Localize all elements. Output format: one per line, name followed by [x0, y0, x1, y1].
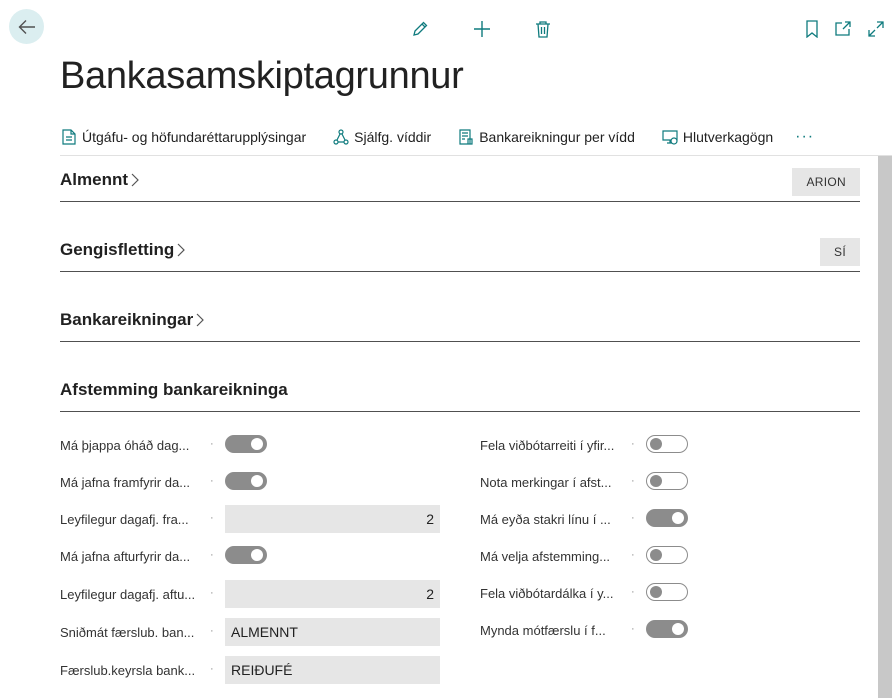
field-dots: · [631, 549, 635, 561]
number-input[interactable]: 2 [225, 505, 440, 533]
dimensions-icon [332, 128, 350, 146]
toggle-knob [251, 438, 263, 450]
field-label: Má jafna afturfyrir da... [60, 549, 191, 564]
section-title: Almennt [60, 170, 128, 189]
toggle-knob [650, 475, 662, 487]
toggle-knob [650, 586, 662, 598]
field-dots: · [210, 587, 214, 599]
section-title: Bankareikningar [60, 310, 194, 329]
action-bar-divider [60, 155, 892, 156]
action-label: Útgáfu- og höfundaréttarupplýsingar [82, 129, 307, 145]
section-title: Afstemming bankareikninga [60, 380, 288, 399]
open-new-window-button[interactable] [832, 18, 854, 40]
action-label: Sjálfg. víddir [354, 129, 432, 145]
chevron-right-icon [131, 173, 139, 187]
section-bank-accounts-header[interactable] [60, 310, 204, 330]
field-label: Færslub.keyrsla bank... [60, 663, 196, 678]
field-dots: · [210, 475, 214, 487]
chevron-right-icon [196, 313, 204, 327]
section-bank-accounts [60, 310, 860, 342]
field-dots: · [631, 438, 635, 450]
scrollbar[interactable] [878, 156, 892, 698]
expand-icon [867, 20, 885, 38]
back-button[interactable] [9, 9, 44, 44]
field-dots: · [631, 586, 635, 598]
field-label: Mynda mótfærslu í f... [480, 623, 606, 638]
text-input[interactable]: REIÐUFÉ [225, 656, 440, 684]
section-exchange-header[interactable] [60, 240, 185, 260]
field-label: Má velja afstemming... [480, 549, 611, 564]
toggle-knob [650, 549, 662, 561]
role-data-icon [661, 128, 679, 146]
toggle-switch[interactable] [225, 546, 267, 564]
bookmark-button[interactable] [801, 18, 823, 40]
toggle-switch[interactable] [225, 472, 267, 490]
field-dots: · [631, 475, 635, 487]
section-reconciliation [60, 380, 860, 412]
toggle-knob [251, 549, 263, 561]
toggle-switch[interactable] [646, 509, 688, 527]
more-options-button[interactable]: ··· [795, 128, 815, 145]
field-label: Fela viðbótardálka í y... [480, 586, 614, 601]
toggle-switch[interactable] [225, 435, 267, 453]
toggle-switch[interactable] [646, 435, 688, 453]
field-label: Má þjappa óháð dag... [60, 438, 190, 453]
toggle-switch[interactable] [646, 546, 688, 564]
field-label: Sniðmát færslub. ban... [60, 625, 195, 640]
field-dots: · [631, 623, 635, 635]
expand-button[interactable] [865, 18, 887, 40]
toggle-knob [650, 438, 662, 450]
bookmark-icon [805, 20, 819, 38]
field-dots: · [631, 512, 635, 524]
toggle-switch[interactable] [646, 583, 688, 601]
number-input[interactable]: 2 [225, 580, 440, 608]
field-label: Leyfilegur dagafj. aftu... [60, 587, 196, 602]
section-title: Gengisfletting [60, 240, 175, 259]
arrow-left-icon [18, 19, 36, 35]
section-reconciliation-header[interactable] [60, 380, 288, 400]
document-info-icon [60, 128, 78, 146]
action-label: Hlutverkagögn [682, 129, 774, 145]
field-label: Má jafna framfyrir da... [60, 475, 191, 490]
toggle-switch[interactable] [646, 472, 688, 490]
section-summary-badge: SÍ [820, 238, 860, 266]
field-dots: · [210, 663, 214, 675]
action-role-data[interactable] [661, 128, 773, 146]
toggle-switch[interactable] [646, 620, 688, 638]
field-label: Má eyða stakri línu í ... [480, 512, 611, 527]
field-label: Leyfilegur dagafj. fra... [60, 512, 189, 527]
field-dots: · [210, 625, 214, 637]
field-label: Nota merkingar í afst... [480, 475, 612, 490]
toggle-knob [251, 475, 263, 487]
action-default-dimensions[interactable] [332, 128, 431, 146]
section-exchange [60, 240, 860, 272]
new-button[interactable] [471, 18, 493, 40]
plus-icon [473, 20, 491, 38]
action-bank-account-per-dimension[interactable] [457, 128, 635, 146]
action-label: Bankareikningur per vídd [479, 129, 635, 145]
pencil-icon [411, 20, 429, 38]
page-title: Bankasamskiptagrunnur [60, 55, 464, 97]
field-dots: · [210, 549, 214, 561]
field-dots: · [210, 438, 214, 450]
section-general-header[interactable] [60, 170, 139, 190]
section-general [60, 170, 860, 202]
section-summary-badge: ARION [792, 168, 860, 196]
toggle-knob [672, 512, 684, 524]
open-in-new-window-icon [834, 20, 852, 38]
action-bar [60, 126, 814, 148]
action-copyright-info[interactable] [60, 128, 306, 146]
bank-account-dimension-icon [457, 128, 475, 146]
chevron-right-icon [177, 243, 185, 257]
trash-icon [535, 20, 551, 38]
field-dots: · [210, 512, 214, 524]
delete-button[interactable] [532, 18, 554, 40]
toggle-knob [672, 623, 684, 635]
field-label: Fela viðbótarreiti í yfir... [480, 438, 615, 453]
text-input[interactable]: ALMENNT [225, 618, 440, 646]
edit-button[interactable] [409, 18, 431, 40]
